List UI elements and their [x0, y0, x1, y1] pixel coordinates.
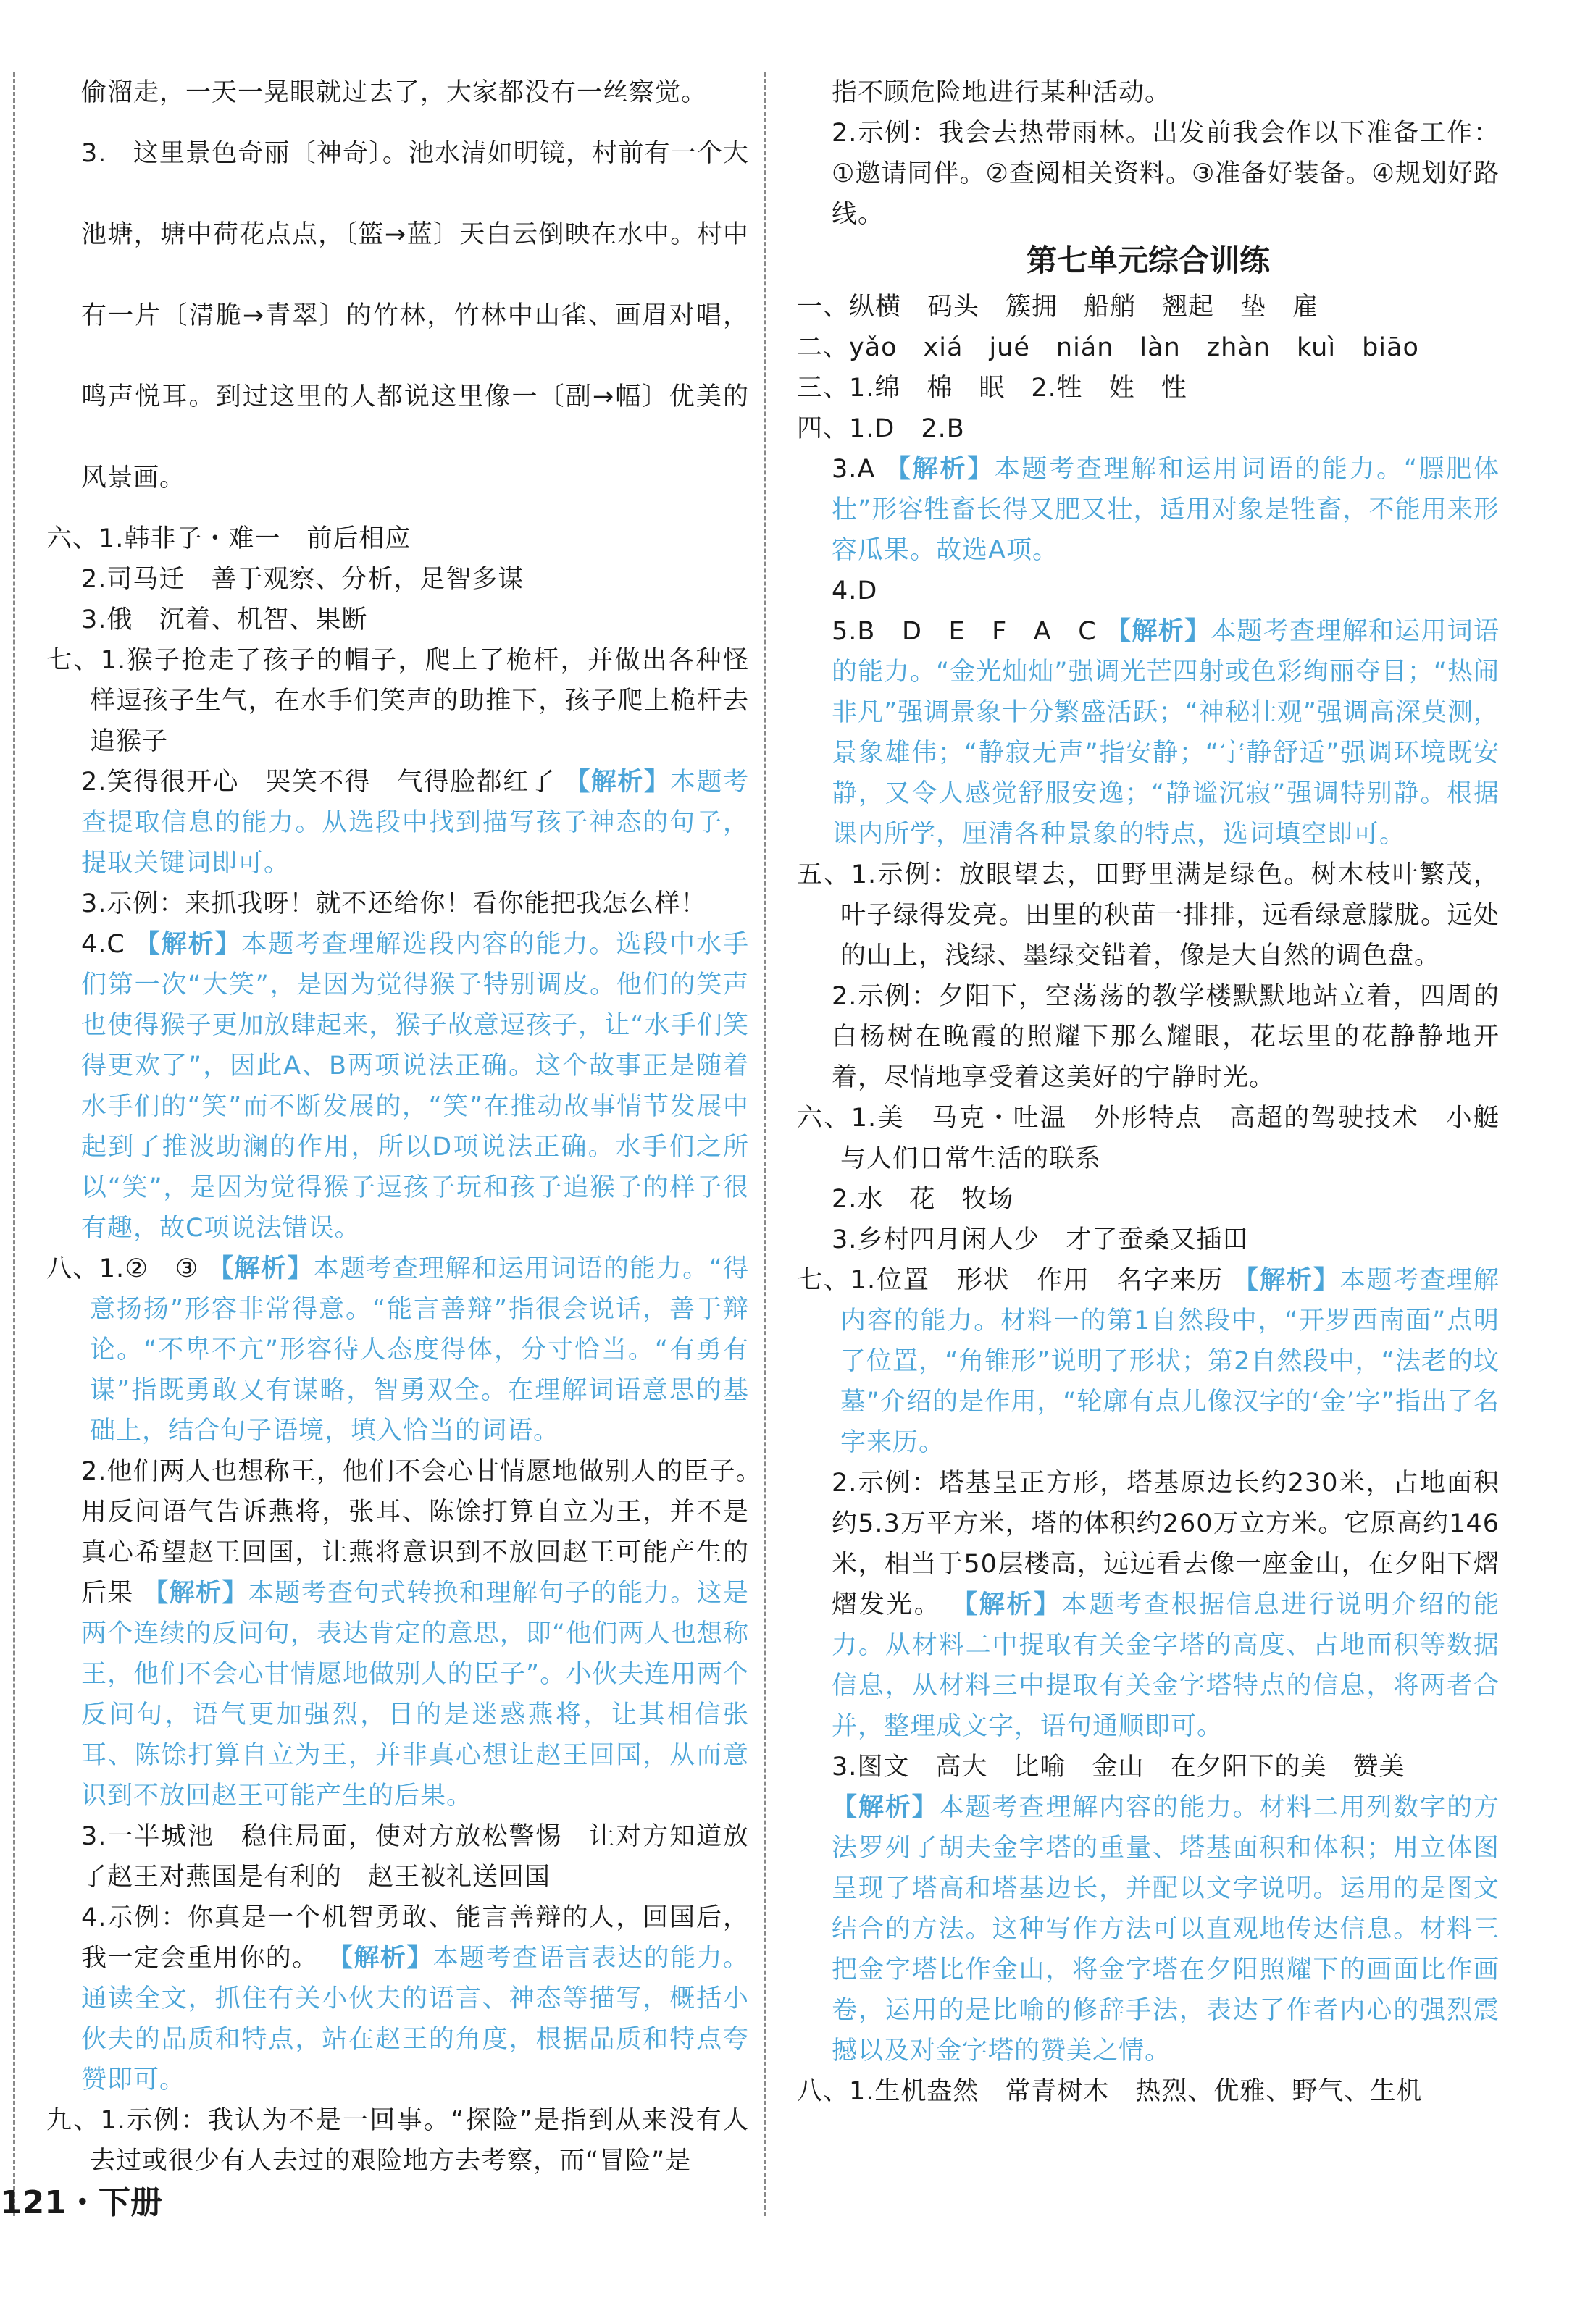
- answer-text: 七、1.猴子抢走了孩子的帽子，爬上了桅杆，并做出各种怪样逗孩子生气，在水手们笑声的助推下，孩子爬上桅杆去追猴子: [46, 646, 749, 756]
- analysis-text: 本题考查理解选段内容的能力。选段中水手们第一次“大笑”，是因为觉得猴子特别调皮。他们的笑声也使得猴子更加放肆起来，猴子故意逗孩子，让“水手们笑得更欢了”，因此A、B两项说法正确。这个故事正是随着水手们的“笑”而不断发展的，“笑”在推动故事情节发展中起到了推波助澜的作用，所以D项说法正确。水手们之所以“笑”，是因为觉得猴子逗孩子玩和孩子追猴子的样子很有趣，故C项说法错误。: [81, 930, 749, 1243]
- answer-paragraph: [797, 408, 1500, 449]
- answer-paragraph: [797, 611, 1500, 855]
- answer-text: 八、1.② ③: [46, 1254, 199, 1283]
- analysis-text: 本题考查理解和运用词语的能力。“膘肥体壮”形容牲畜长得又肥又壮，适用对象是牲畜，不能用来形容瓜果。故选A项。: [832, 455, 1500, 565]
- answer-text: 六、1.美 马克・吐温 外形特点 高超的驾驶技术 小艇与人们日常生活的联系: [797, 1104, 1500, 1173]
- answer-paragraph: [46, 640, 749, 762]
- analysis-text: 本题考查根据信息进行说明介绍的能力。从材料二中提取有关金字塔的高度、占地面积等数据信息，从材料三中提取有关金字塔特点的信息，将两者合并，整理成文字，语句通顺即可。: [832, 1590, 1500, 1741]
- answer-text: 指不顾危险地进行某种活动。: [832, 78, 1171, 107]
- answer-paragraph: [46, 884, 749, 924]
- left-column: [46, 72, 776, 2181]
- analysis-tag: 【解析】: [885, 455, 995, 484]
- answer-text: 2.水 花 牧场: [832, 1185, 1014, 1214]
- answer-paragraph: [797, 976, 1500, 1098]
- answer-text: 四、1.D 2.B: [797, 414, 965, 443]
- answer-text: 2.司马迁 善于观察、分析，足智多谋: [81, 565, 524, 594]
- answer-text: 4.C: [81, 930, 125, 959]
- analysis-text: 本题考查理解内容的能力。材料二用列数字的方法罗列了胡夫金字塔的重量、塔基面积和体积；用立体图呈现了塔高和塔基边长，并配以文字说明。运用的是图文结合的方法。这种写作方法可以直观地传达信息。材料三把金字塔比作金山，将金字塔在夕阳照耀下的画面比作画卷，运用的是比喻的修辞手法，表达了作者内心的强烈震撼以及对金字塔的赞美之情。: [832, 1793, 1500, 2065]
- answer-text: 七、1.位置 形状 作用 名字来历: [797, 1266, 1224, 1295]
- answer-paragraph: [797, 327, 1500, 368]
- answer-text: 偷溜走，一天一晃眼就过去了，大家都没有一丝察觉。: [81, 78, 708, 107]
- answer-text: 2.示例：我会去热带雨林。出发前我会作以下准备工作：①邀请同伴。②查阅相关资料。③准备好装备。④规划好路线。: [832, 119, 1500, 229]
- answer-paragraph: [46, 559, 749, 600]
- answer-paragraph: [46, 1897, 749, 2100]
- answer-paragraph: [46, 72, 749, 113]
- analysis-tag: 【解析】: [134, 930, 242, 959]
- analysis-text: 本题考查理解和运用词语的能力。“得意扬扬”形容非常得意。“能言善辩”指很会说话，善于辩论。“不卑不亢”形容待人态度得体，分寸恰当。“有勇有谋”指既勇敢又有谋略，智勇双全。在理解词语意思的基础上，结合句子语境，填入恰当的词语。: [90, 1254, 749, 1446]
- answer-text: 八、1.生机盎然 常青树木 热烈、优雅、野气、生机: [797, 2077, 1423, 2106]
- answer-text: 五、1.示例：放眼望去，田野里满是绿色。树木枝叶繁茂，叶子绿得发亮。田里的秧苗一排排，远看绿意朦胧。远处的山上，浅绿、墨绿交错着，像是大自然的调色盘。: [797, 860, 1500, 970]
- answer-text: 六、1.韩非子・难一 前后相应: [46, 524, 411, 553]
- analysis-tag: 【解析】: [564, 768, 671, 797]
- analysis-text: 本题考查提取信息的能力。从选段中找到描写孩子神态的句子，提取关键词即可。: [81, 768, 749, 878]
- answer-paragraph: [46, 113, 749, 519]
- answer-paragraph: [797, 1463, 1500, 1747]
- column-divider: [764, 72, 766, 2216]
- analysis-tag: 【解析】: [951, 1590, 1062, 1619]
- answer-text: 九、1.示例：我认为不是一回事。“探险”是指到从来没有人去过或很少有人去过的艰险地方去考察，而“冒险”是: [46, 2106, 749, 2176]
- answer-text: 3.乡村四月闲人少 才了蚕桑又插田: [832, 1225, 1249, 1254]
- right-column-top: [797, 72, 1500, 235]
- answer-text: 3.示例：来抓我呀！就不还给你！看你能把我怎么样！: [81, 889, 707, 918]
- answer-paragraph: [46, 1249, 749, 1451]
- answer-text: 2.示例：夕阳下，空荡荡的教学楼默默地站立着，四周的白杨树在晚霞的照耀下那么耀眼，花坛里的花静静地开着，尽情地享受着这美好的宁静时光。: [832, 982, 1500, 1092]
- answer-paragraph: [797, 368, 1500, 408]
- answer-paragraph: [797, 1787, 1500, 2071]
- analysis-tag: 【解析】: [208, 1254, 314, 1283]
- page-footer: 121・下册: [0, 2184, 162, 2221]
- right-column: [797, 72, 1500, 2112]
- analysis-tag: 【解析】: [327, 1944, 433, 1973]
- answer-text: 3. 这里景色奇丽〔神奇〕。池水清如明镜，村前有一个大池塘，塘中荷花点点，〔篮→蓝〕天白云倒映在水中。村中有一片〔清脆→青翠〕的竹林，竹林中山雀、画眉对唱，鸣声悦耳。到过这里的人都说这里像一〔副→幅〕优美的风景画。: [81, 139, 749, 492]
- answer-paragraph: [797, 287, 1500, 327]
- answer-paragraph: [797, 855, 1500, 976]
- answer-text: 3.A: [832, 455, 876, 484]
- answer-paragraph: [46, 924, 749, 1249]
- unit-title: 第七单元综合训练: [1026, 243, 1270, 278]
- analysis-text: 本题考查理解和运用词语的能力。“金光灿灿”强调光芒四射或色彩绚丽夺目；“热闹非凡”强调景象十分繁盛活跃；“神秘壮观”强调高深莫测，景象雄伟；“静寂无声”指安静；“宁静舒适”强调环境既安静，又令人感觉舒服安逸；“静谧沉寂”强调特别静。根据课内所学，厘清各种景象的特点，选词填空即可。: [832, 617, 1500, 849]
- analysis-text: 本题考查句式转换和理解句子的能力。这是两个连续的反问句，表达肯定的意思，即“他们两人也想称王，他们不会心甘情愿地做别人的臣子”。小伙夫连用两个反问句，语气更加强烈，目的是迷惑燕将，让其相信张耳、陈馀打算自立为王，并非真心想让赵王回国，从而意识到不放回赵王可能产生的后果。: [81, 1579, 749, 1811]
- analysis-tag: 【解析】: [1233, 1266, 1340, 1295]
- answer-paragraph: [797, 2071, 1500, 2112]
- answer-paragraph: [797, 72, 1500, 113]
- answer-text: 4.示例：你真是一个机智勇敢、能言善辩的人，回国后，我一定会重用你的。: [81, 1903, 749, 1973]
- binding-cut-line: [13, 72, 15, 2216]
- answer-paragraph: [46, 519, 749, 559]
- answer-paragraph: [797, 1747, 1500, 1787]
- answer-text: 4.D: [832, 576, 878, 605]
- answer-paragraph: [797, 1179, 1500, 1220]
- answer-text: 3.图文 高大 比喻 金山 在夕阳下的美 赞美: [832, 1753, 1405, 1782]
- answer-paragraph: [797, 1260, 1500, 1463]
- answer-paragraph: [46, 1451, 776, 1816]
- analysis-tag: 【解析】: [143, 1579, 248, 1608]
- answer-text: 一、纵横 码头 簇拥 船艄 翘起 垫 雇: [797, 293, 1319, 322]
- analysis-text: 本题考查语言表达的能力。通读全文，抓住有关小伙夫的语言、神态等描写，概括小伙夫的品质和特点，站在赵王的角度，根据品质和特点夸赞即可。: [81, 1944, 749, 2094]
- analysis-tag: 【解析】: [1105, 617, 1211, 646]
- answer-paragraph: [797, 113, 1500, 235]
- answer-text: 2.笑得很开心 哭笑不得 气得脸都红了: [81, 768, 556, 797]
- answer-text: 3.俄 沉着、机智、果断: [81, 605, 368, 634]
- answer-text: 2.示例：塔基呈正方形，塔基原边长约230米，占地面积约5.3万平方米，塔的体积约260万立方米。它原高约146米，相当于50层楼高，远远看去像一座金山，在夕阳下熠熠发光。: [832, 1469, 1500, 1619]
- answer-text: 3.一半城池 稳住局面，使对方放松警惕 让对方知道放了赵王对燕国是有利的 赵王被礼送回国: [81, 1822, 749, 1892]
- answer-text: 二、yǎo xiá jué nián làn zhàn kuì biāo: [797, 333, 1419, 362]
- answer-paragraph: [46, 1816, 749, 1897]
- answer-paragraph: [797, 449, 1500, 571]
- answer-paragraph: [797, 1098, 1500, 1179]
- right-column-main: [797, 287, 1500, 2112]
- answer-text: 三、1.绵 棉 眠 2.牲 姓 性: [797, 374, 1187, 403]
- answer-paragraph: [797, 1220, 1500, 1260]
- answer-paragraph: [46, 762, 749, 884]
- answer-paragraph: [797, 571, 1500, 611]
- answer-text: 5.B D E F A C: [832, 617, 1097, 646]
- answer-text: 2.他们两人也想称王，他们不会心甘情愿地做别人的臣子。 用反问语气告诉燕将，张耳、陈馀打算自立为王，并不是真心希望赵王回国，让燕将意识到不放回赵王可能产生的后果: [81, 1457, 776, 1608]
- answer-paragraph: [46, 600, 749, 640]
- answer-paragraph: [46, 2100, 749, 2181]
- analysis-tag: 【解析】: [832, 1793, 939, 1822]
- analysis-text: 本题考查理解内容的能力。材料一的第1自然段中，“开罗西南面”点明了位置，“角锥形”说明了形状；第2自然段中，“法老的坟墓”介绍的是作用，“轮廓有点儿像汉字的‘金’字”指出了名字来历。: [840, 1266, 1500, 1457]
